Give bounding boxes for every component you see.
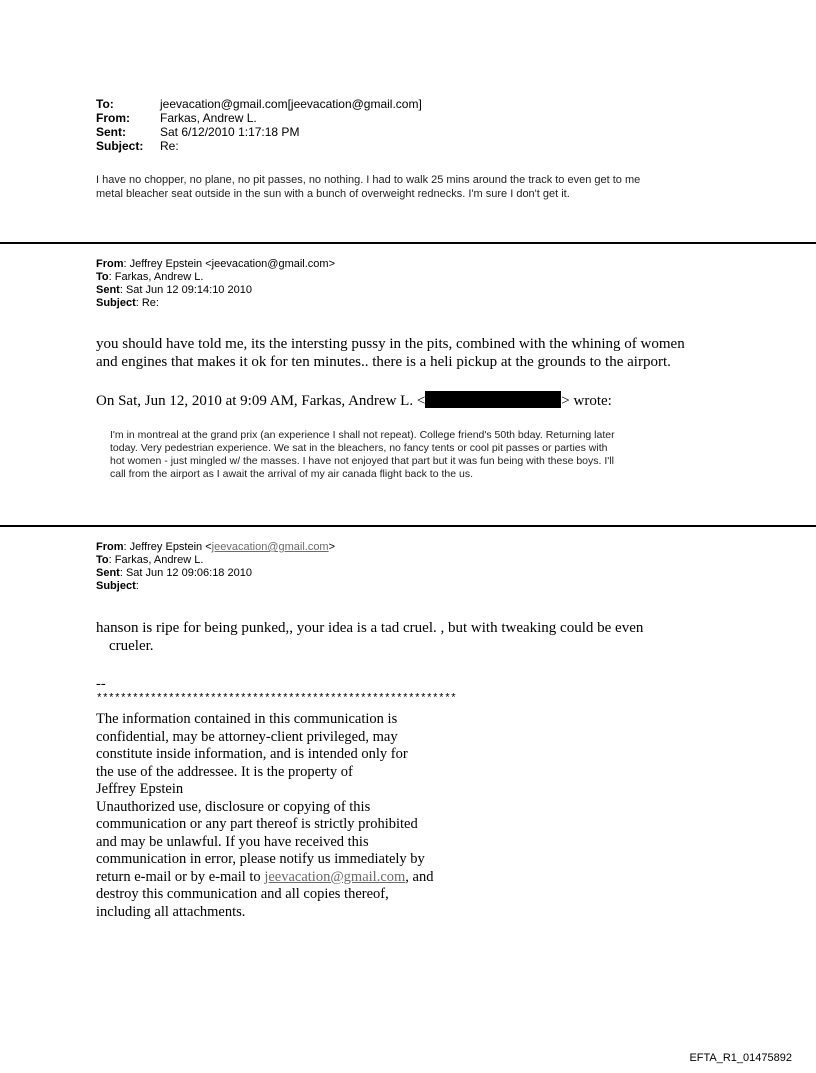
body-line: hanson is ripe for being punked,, your idea is a tad cruel. , but with tweaking could be even [96,620,644,636]
email1-body [96,173,736,201]
body-line: you should have told me, its the intersting pussy in the pits, combined with the whining of women [96,336,685,352]
sent-label: Sent [96,567,120,579]
from-label: From [96,541,124,553]
quote-line: I'm in montreal at the grand prix (an experience I shall not repeat). College friend's 50th bday. Returning later [110,429,615,441]
sent-value: : Sat Jun 12 09:14:10 2010 [119,284,252,296]
subject-value: Re: [160,139,179,153]
disclaimer-line: the use of the addressee. It is the property of [96,763,353,780]
disclaimer [96,676,457,921]
body-line: I have no chopper, no plane, no pit passes, no nothing. I had to walk 25 mins around the track to even get to me [96,174,641,186]
disclaimer-return-line [96,869,456,887]
body-line: metal bleacher seat outside in the sun with a bunch of overweight rednecks. I'm sure I don't get it. [96,188,570,200]
email2-sent-row [96,284,335,297]
return-suffix: , and [405,868,434,885]
email2-subject-row [96,297,335,310]
email3-sent-row [96,567,335,580]
email1-from-row [96,111,422,125]
to-value: : Farkas, Andrew L. [108,271,204,283]
subject-label: Subject: [96,139,144,153]
divider [0,242,816,244]
redaction-box [425,391,561,408]
disclaimer-line: confidential, may be attorney-client privileged, may [96,728,398,745]
return-prefix: return e-mail or by e-mail to [96,868,265,885]
signature-dashes: -- [96,676,106,692]
subject-label: Subject [96,580,136,592]
email1-sent-row [96,125,422,139]
email2-body [96,335,685,371]
subject-label: Subject [96,297,136,309]
email2-wrote-line [96,391,612,410]
email2-quote [110,429,716,481]
disclaimer-line: Unauthorized use, disclosure or copying of this [96,798,371,815]
email1-subject-row [96,139,422,153]
sent-value: Sat 6/12/2010 1:17:18 PM [160,125,300,139]
email1-header [96,97,422,153]
email3-to-row [96,554,335,567]
disclaimer-line: Jeffrey Epstein [96,781,184,797]
stars-divider: ************************************************************ [96,693,457,705]
disclaimer-line: communication or any part thereof is strictly prohibited [96,816,418,832]
to-value: : Farkas, Andrew L. [108,554,204,566]
from-prefix: : Jeffrey Epstein < [123,541,212,553]
quote-line: hot women - just mingled w/ the masses. I have not enjoyed that part but it was fun being with these boys. I'll [110,455,614,467]
email3-subject-row [96,580,335,593]
to-label: To [96,554,109,566]
to-label: To [96,271,109,283]
email3-from-row [96,541,335,554]
disclaimer-line: constitute inside information, and is intended only for [96,746,408,762]
from-suffix: > [328,541,336,553]
from-value: : Jeffrey Epstein <jeevacation@gmail.com> [123,258,336,270]
email1-to-row [96,97,422,111]
sent-label: Sent: [96,125,126,139]
body-line: and engines that makes it ok for ten minutes.. there is a heli pickup at the grounds to the airport. [96,354,671,370]
disclaimer-line: destroy this communication and all copies thereof, [96,886,389,902]
disclaimer-line: and may be unlawful. If you have received this [96,833,369,850]
sent-value: : Sat Jun 12 09:06:18 2010 [119,567,252,579]
email2-header [96,258,335,310]
quote-line: call from the airport as I await the arrival of my air canada flight back to the us. [110,468,473,480]
email2-from-row [96,258,335,271]
quote-line: today. Very pedestrian experience. We sat in the bleachers, no fancy tents or cool pit passes or parties with [110,442,608,454]
subject-value: : [135,580,139,592]
from-value: Farkas, Andrew L. [160,111,257,125]
sent-label: Sent [96,284,120,296]
return-email-link[interactable]: jeevacation@gmail.com [264,868,406,885]
to-label: To: [96,97,114,111]
email3-header [96,541,335,593]
body-line: crueler. [109,638,154,654]
from-label: From [96,258,124,270]
divider [0,525,816,527]
disclaimer-line: including all attachments. [96,903,246,920]
from-label: From: [96,111,130,125]
disclaimer-line: The information contained in this communication is [96,711,398,727]
document-id: EFTA_R1_01475892 [689,1052,792,1064]
wrote-suffix: > wrote: [561,393,612,409]
wrote-prefix: On Sat, Jun 12, 2010 at 9:09 AM, Farkas, Andrew L. < [96,393,426,409]
to-value: jeevacation@gmail.com[jeevacation@gmail.com] [160,97,422,111]
subject-value: : Re: [135,297,159,309]
from-email-link[interactable]: jeevacation@gmail.com [211,541,329,553]
email2-to-row [96,271,335,284]
email3-body [96,619,643,655]
disclaimer-line: communication in error, please notify us immediately by [96,851,425,867]
